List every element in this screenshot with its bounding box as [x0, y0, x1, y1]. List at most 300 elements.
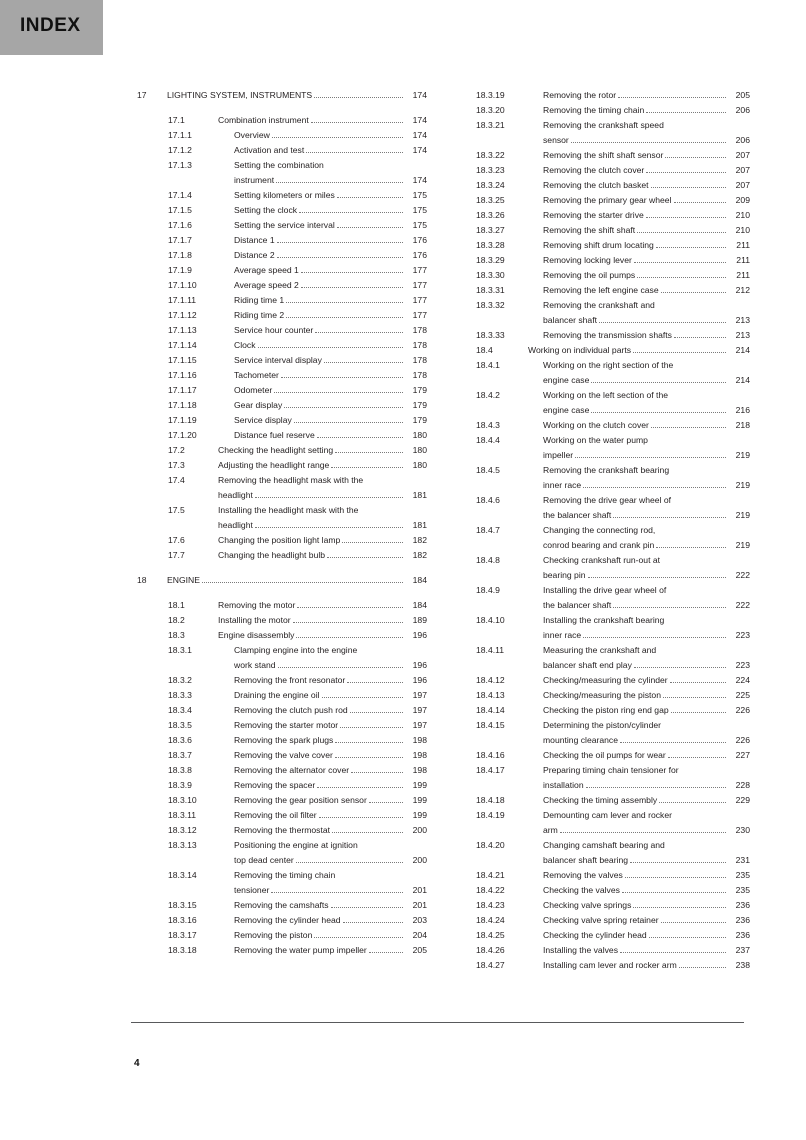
toc-entry-title: Removing the gear position sensor	[234, 795, 367, 805]
toc-entry-title: Removing the primary gear wheel	[543, 195, 672, 205]
toc-entry-number: 18.4.9	[476, 585, 500, 595]
toc-leader-dots	[679, 967, 726, 968]
toc-entry[interactable]	[468, 928, 750, 943]
toc-leader-dots	[351, 772, 403, 773]
toc-entry-title-wrap	[528, 958, 728, 973]
toc-leader-dots	[314, 97, 403, 98]
toc-entry-title-wrap	[218, 263, 405, 278]
toc-leader-dots	[317, 437, 403, 438]
toc-entry-title-wrap	[218, 218, 405, 233]
toc-entry[interactable]	[125, 293, 427, 308]
toc-entry-page-number: 197	[412, 720, 427, 730]
toc-entry[interactable]	[468, 523, 750, 538]
toc-entry[interactable]	[468, 703, 750, 718]
toc-entry-title-wrap	[528, 523, 728, 538]
toc-entry[interactable]	[125, 548, 427, 563]
toc-entry[interactable]	[125, 573, 427, 588]
toc-entry[interactable]	[468, 103, 750, 118]
toc-entry-number: 17.1.16	[168, 370, 197, 380]
toc-entry[interactable]	[125, 308, 427, 323]
toc-entry-title-wrap	[528, 508, 728, 523]
toc-entry-title: Activation and test	[234, 145, 305, 155]
toc-entry[interactable]	[468, 463, 750, 478]
toc-entry[interactable]	[468, 448, 750, 463]
toc-entry-title-wrap	[528, 718, 728, 733]
toc-entry[interactable]	[468, 148, 750, 163]
toc-entry-title-wrap	[528, 133, 728, 148]
toc-entry-page-number: 227	[735, 750, 750, 760]
toc-entry-number: 17.2	[168, 445, 185, 455]
toc-entry-title: Working on the left section of the	[543, 390, 668, 400]
toc-entry[interactable]	[468, 583, 750, 598]
toc-entry-title: Removing the clutch push rod	[234, 705, 348, 715]
toc-entry-title-wrap	[528, 463, 728, 478]
toc-entry-title: Adjusting the headlight range	[218, 460, 330, 470]
toc-entry[interactable]	[468, 808, 750, 823]
toc-entry-title-wrap	[218, 293, 405, 308]
toc-entry-title: Checking valve spring retainer	[543, 915, 659, 925]
toc-entry[interactable]	[125, 248, 427, 263]
toc-entry[interactable]	[468, 388, 750, 403]
toc-entry-title-wrap	[218, 883, 405, 898]
toc-entry-number: 18.3.7	[168, 750, 192, 760]
toc-entry[interactable]	[468, 133, 750, 148]
toc-leader-dots	[322, 697, 403, 698]
footer-page-number: 4	[134, 1058, 140, 1069]
toc-entry[interactable]	[125, 913, 427, 928]
toc-entry-title-wrap	[528, 598, 728, 613]
toc-leader-dots	[588, 577, 726, 578]
toc-leader-dots	[276, 182, 403, 183]
toc-entry-title: inner race	[543, 630, 582, 640]
toc-entry-page-number: 177	[412, 310, 427, 320]
toc-entry-title-wrap	[218, 793, 405, 808]
toc-entry-page-number: 224	[735, 675, 750, 685]
toc-leader-dots	[630, 862, 726, 863]
toc-entry-title-wrap	[528, 808, 728, 823]
toc-entry-number: 17.1.2	[168, 145, 192, 155]
toc-entry-title-wrap	[218, 718, 405, 733]
toc-entry-number: 18.3.4	[168, 705, 192, 715]
toc-entry[interactable]	[468, 673, 750, 688]
toc-entry[interactable]	[468, 913, 750, 928]
toc-entry[interactable]	[125, 203, 427, 218]
toc-entry[interactable]	[468, 658, 750, 673]
toc-entry[interactable]	[468, 688, 750, 703]
toc-entry[interactable]	[125, 443, 427, 458]
toc-entry-title: Removing the headlight mask with the	[218, 475, 364, 485]
toc-leader-dots	[258, 347, 404, 348]
toc-entry[interactable]	[468, 313, 750, 328]
toc-entry-title-wrap	[528, 763, 728, 778]
toc-entry[interactable]	[468, 598, 750, 613]
toc-entry[interactable]	[468, 88, 750, 103]
toc-entry[interactable]	[125, 233, 427, 248]
toc-entry-title: engine case	[543, 375, 590, 385]
toc-entry[interactable]	[468, 838, 750, 853]
toc-entry[interactable]	[468, 883, 750, 898]
toc-entry-title-wrap	[528, 943, 728, 958]
toc-entry[interactable]	[468, 328, 750, 343]
toc-entry-number: 18.4.3	[476, 420, 500, 430]
toc-entry[interactable]	[468, 118, 750, 133]
toc-entry[interactable]	[468, 868, 750, 883]
toc-entry-title-wrap	[218, 808, 405, 823]
toc-entry-title: Removing the piston	[234, 930, 313, 940]
toc-entry[interactable]	[468, 643, 750, 658]
toc-entry-number: 17.1.11	[168, 295, 197, 305]
toc-entry-title-wrap	[218, 308, 405, 323]
toc-entry-page-number: 226	[735, 735, 750, 745]
toc-leader-dots	[560, 832, 726, 833]
toc-entry[interactable]	[125, 518, 427, 533]
toc-leader-dots	[586, 787, 726, 788]
toc-entry[interactable]	[125, 398, 427, 413]
toc-leader-dots	[591, 382, 726, 383]
toc-entry-title: Changing camshaft bearing and	[543, 840, 665, 850]
toc-entry[interactable]	[125, 688, 427, 703]
toc-entry-title-wrap	[528, 823, 728, 838]
toc-entry[interactable]	[468, 298, 750, 313]
toc-entry-title: Removing the cylinder head	[234, 915, 341, 925]
toc-entry[interactable]	[125, 628, 427, 643]
toc-leader-dots	[255, 497, 403, 498]
toc-entry-title-wrap	[528, 673, 728, 688]
toc-entry-number: 18.3.5	[168, 720, 192, 730]
toc-entry-number: 18.3.12	[168, 825, 197, 835]
toc-entry-title: Removing the starter motor	[234, 720, 339, 730]
toc-entry-title-wrap	[528, 853, 728, 868]
toc-entry[interactable]	[468, 193, 750, 208]
toc-entry-number: 18.3.25	[476, 195, 505, 205]
toc-entry-number: 17.1.20	[168, 430, 197, 440]
toc-entry[interactable]	[125, 613, 427, 628]
toc-entry-title-wrap	[218, 488, 405, 503]
toc-entry[interactable]	[468, 163, 750, 178]
toc-entry[interactable]	[468, 538, 750, 553]
toc-entry[interactable]	[468, 763, 750, 778]
toc-entry-title: Removing the spacer	[234, 780, 316, 790]
toc-entry-page-number: 198	[412, 735, 427, 745]
toc-entry[interactable]	[125, 883, 427, 898]
toc-entry-number: 18.3.33	[476, 330, 505, 340]
toc-entry-page-number: 206	[735, 135, 750, 145]
toc-entry[interactable]	[468, 718, 750, 733]
toc-leader-dots	[331, 467, 403, 468]
toc-entry-page-number: 189	[412, 615, 427, 625]
toc-entry[interactable]	[125, 748, 427, 763]
toc-entry-page-number: 182	[412, 550, 427, 560]
toc-entry[interactable]	[125, 413, 427, 428]
toc-leader-dots	[646, 172, 726, 173]
toc-entry-title-wrap	[528, 538, 728, 553]
toc-entry[interactable]	[125, 368, 427, 383]
toc-entry-title: Removing locking lever	[543, 255, 632, 265]
toc-entry-title: Checking the valves	[543, 885, 620, 895]
toc-entry-title-wrap	[528, 223, 728, 238]
toc-entry-number: 18.3.19	[476, 90, 505, 100]
toc-entry-page-number: 214	[735, 375, 750, 385]
toc-entry[interactable]	[125, 128, 427, 143]
toc-entry-page-number: 181	[412, 490, 427, 500]
toc-entry[interactable]	[468, 748, 750, 763]
toc-leader-dots	[656, 547, 726, 548]
toc-entry[interactable]	[468, 208, 750, 223]
toc-entry-page-number: 178	[412, 325, 427, 335]
toc-leader-dots	[661, 292, 726, 293]
toc-entry-title: headlight	[218, 490, 253, 500]
toc-entry[interactable]	[125, 658, 427, 673]
toc-leader-dots	[575, 457, 726, 458]
toc-entry[interactable]	[125, 838, 427, 853]
toc-entry-number: 17.1.5	[168, 205, 192, 215]
toc-entry-page-number: 179	[412, 385, 427, 395]
toc-entry-title-wrap	[218, 203, 405, 218]
toc-entry[interactable]	[125, 158, 427, 173]
toc-entry-page-number: 205	[735, 90, 750, 100]
toc-entry-title: Average speed 1	[234, 265, 299, 275]
toc-entry-title: Checking/measuring the piston	[543, 690, 661, 700]
toc-leader-dots	[668, 757, 726, 758]
toc-entry-number: 18.3.31	[476, 285, 505, 295]
toc-entry[interactable]	[468, 898, 750, 913]
toc-entry-page-number: 178	[412, 355, 427, 365]
toc-entry-title-wrap	[218, 868, 405, 883]
toc-entry-number: 17.1.9	[168, 265, 192, 275]
toc-leader-dots	[646, 217, 726, 218]
toc-entry[interactable]	[468, 943, 750, 958]
toc-entry-title: instrument	[234, 175, 275, 185]
toc-entry[interactable]	[125, 793, 427, 808]
toc-leader-dots	[343, 922, 403, 923]
toc-entry-title-wrap	[218, 733, 405, 748]
toc-entry-title: Installing the crankshaft bearing	[543, 615, 665, 625]
toc-entry-page-number: 204	[412, 930, 427, 940]
toc-entry[interactable]	[125, 898, 427, 913]
toc-entry[interactable]	[125, 503, 427, 518]
toc-leader-dots	[311, 122, 403, 123]
toc-entry-page-number: 230	[735, 825, 750, 835]
toc-entry-title-wrap	[218, 928, 405, 943]
toc-entry[interactable]	[125, 763, 427, 778]
toc-entry[interactable]	[125, 188, 427, 203]
toc-entry-title-wrap	[218, 113, 405, 128]
toc-entry-title-wrap	[528, 568, 728, 583]
toc-entry-number: 18.4.10	[476, 615, 505, 625]
toc-entry[interactable]	[125, 778, 427, 793]
toc-entry-number: 18.4.12	[476, 675, 505, 685]
toc-entry[interactable]	[125, 673, 427, 688]
toc-entry-title-wrap	[528, 433, 728, 448]
toc-entry-number: 18.4.23	[476, 900, 505, 910]
toc-entry-title-wrap	[528, 778, 728, 793]
toc-entry-title: inner race	[543, 480, 582, 490]
toc-entry[interactable]	[125, 218, 427, 233]
toc-entry-page-number: 178	[412, 340, 427, 350]
toc-entry-number: 17.1.1	[168, 130, 192, 140]
toc-entry-page-number: 213	[735, 330, 750, 340]
toc-entry-title: work stand	[234, 660, 276, 670]
toc-entry[interactable]	[468, 343, 750, 358]
toc-entry[interactable]	[468, 358, 750, 373]
toc-entry[interactable]	[125, 473, 427, 488]
toc-entry[interactable]	[468, 283, 750, 298]
toc-entry-title-wrap	[528, 553, 728, 568]
toc-entry-title: Checking/measuring the cylinder	[543, 675, 668, 685]
toc-entry-title: Removing the crankshaft speed	[543, 120, 664, 130]
toc-entry-title: Positioning the engine at ignition	[234, 840, 358, 850]
toc-entry[interactable]	[125, 143, 427, 158]
toc-entry-title: arm	[543, 825, 558, 835]
toc-entry-page-number: 179	[412, 415, 427, 425]
toc-entry-title: Setting the combination	[234, 160, 324, 170]
toc-entry[interactable]	[125, 88, 427, 103]
toc-entry[interactable]	[468, 553, 750, 568]
toc-entry[interactable]	[125, 733, 427, 748]
toc-entry-number: 18.4.7	[476, 525, 500, 535]
toc-entry[interactable]	[468, 493, 750, 508]
toc-entry-page-number: 229	[735, 795, 750, 805]
toc-entry-page-number: 177	[412, 280, 427, 290]
toc-entry[interactable]	[125, 808, 427, 823]
toc-entry[interactable]	[468, 373, 750, 388]
toc-entry-page-number: 175	[412, 205, 427, 215]
toc-entry[interactable]	[125, 853, 427, 868]
toc-entry[interactable]	[468, 478, 750, 493]
toc-entry-title: Service interval display	[234, 355, 322, 365]
toc-entry-number: 18.3.16	[168, 915, 197, 925]
toc-entry-title-wrap	[218, 458, 405, 473]
toc-leader-dots	[583, 637, 726, 638]
toc-leader-dots	[286, 317, 403, 318]
toc-entry[interactable]	[468, 793, 750, 808]
toc-leader-dots	[301, 272, 403, 273]
toc-entry[interactable]	[468, 958, 750, 973]
toc-entry[interactable]	[468, 508, 750, 523]
toc-entry[interactable]	[125, 383, 427, 398]
toc-entry-title-wrap	[218, 188, 405, 203]
toc-entry-title-wrap	[528, 643, 728, 658]
toc-entry[interactable]	[468, 253, 750, 268]
toc-entry[interactable]	[468, 568, 750, 583]
toc-entry-page-number: 205	[412, 945, 427, 955]
toc-leader-dots	[342, 542, 403, 543]
toc-entry[interactable]	[468, 613, 750, 628]
toc-entry-page-number: 197	[412, 705, 427, 715]
toc-entry-title-wrap	[218, 763, 405, 778]
toc-entry[interactable]	[125, 428, 427, 443]
toc-entry-number: 17.1.17	[168, 385, 197, 395]
toc-entry[interactable]	[125, 533, 427, 548]
toc-leader-dots	[618, 97, 726, 98]
toc-leader-dots	[622, 892, 726, 893]
toc-entry[interactable]	[125, 263, 427, 278]
toc-entry-page-number: 201	[412, 885, 427, 895]
toc-entry-title: conrod bearing and crank pin	[543, 540, 655, 550]
toc-leader-dots	[271, 892, 403, 893]
toc-entry[interactable]	[125, 643, 427, 658]
toc-entry[interactable]	[468, 403, 750, 418]
toc-entry[interactable]	[468, 433, 750, 448]
toc-entry[interactable]	[468, 418, 750, 433]
toc-entry-title-wrap	[528, 913, 728, 928]
toc-entry[interactable]	[125, 868, 427, 883]
toc-entry-number: 18.3.11	[168, 810, 197, 820]
toc-entry-number: 18.3.10	[168, 795, 197, 805]
toc-entry-number: 18.4.4	[476, 435, 500, 445]
toc-entry-title-wrap	[528, 268, 728, 283]
toc-entry-page-number: 216	[735, 405, 750, 415]
toc-entry[interactable]	[125, 173, 427, 188]
toc-entry-title: Removing the water pump impeller	[234, 945, 367, 955]
toc-leader-dots	[613, 607, 726, 608]
toc-entry-page-number: 176	[412, 250, 427, 260]
toc-entry-title: Tachometer	[234, 370, 279, 380]
toc-entry-number: 18.3.22	[476, 150, 505, 160]
toc-entry[interactable]	[125, 703, 427, 718]
toc-entry-title-wrap	[528, 793, 728, 808]
toc-entry[interactable]	[125, 278, 427, 293]
toc-entry[interactable]	[468, 733, 750, 748]
toc-entry[interactable]	[125, 598, 427, 613]
toc-entry[interactable]	[125, 718, 427, 733]
toc-leader-dots	[347, 682, 403, 683]
toc-entry-title: Checking the cylinder head	[543, 930, 647, 940]
toc-leader-dots	[296, 637, 403, 638]
toc-entry[interactable]	[468, 238, 750, 253]
toc-entry-number: 17.3	[168, 460, 185, 470]
toc-entry-title-wrap	[218, 368, 405, 383]
toc-entry-page-number: 207	[735, 180, 750, 190]
toc-entry[interactable]	[468, 628, 750, 643]
toc-entry-title: Removing the drive gear wheel of	[543, 495, 672, 505]
toc-entry[interactable]	[125, 353, 427, 368]
toc-entry[interactable]	[468, 223, 750, 238]
toc-entry-number: 18.4.13	[476, 690, 505, 700]
toc-entry-title: Riding time 1	[234, 295, 285, 305]
toc-entry[interactable]	[125, 113, 427, 128]
toc-entry[interactable]	[125, 943, 427, 958]
toc-leader-dots	[337, 197, 403, 198]
toc-entry-title: Measuring the crankshaft and	[543, 645, 657, 655]
toc-entry-title: bearing pin	[543, 570, 586, 580]
toc-entry[interactable]	[468, 178, 750, 193]
toc-entry[interactable]	[468, 778, 750, 793]
toc-entry-title: Removing the transmission shafts	[543, 330, 672, 340]
toc-entry[interactable]	[468, 853, 750, 868]
toc-entry-page-number: 180	[412, 430, 427, 440]
toc-entry-title-wrap	[218, 838, 405, 853]
toc-entry-title-wrap	[218, 143, 405, 158]
toc-entry-page-number: 178	[412, 370, 427, 380]
toc-entry-number: 18.3.8	[168, 765, 192, 775]
toc-entry[interactable]	[125, 823, 427, 838]
toc-entry[interactable]	[125, 338, 427, 353]
toc-entry-number: 18.3.14	[168, 870, 197, 880]
toc-entry-number: 17.5	[168, 505, 185, 515]
toc-leader-dots	[571, 142, 726, 143]
toc-entry[interactable]	[125, 488, 427, 503]
toc-entry[interactable]	[125, 458, 427, 473]
toc-entry-page-number: 235	[735, 870, 750, 880]
toc-entry-title: Riding time 2	[234, 310, 285, 320]
toc-entry[interactable]	[125, 323, 427, 338]
toc-entry-title: Removing the clutch cover	[543, 165, 645, 175]
toc-entry[interactable]	[468, 268, 750, 283]
toc-entry[interactable]	[468, 823, 750, 838]
toc-entry[interactable]	[125, 928, 427, 943]
toc-entry-title: Changing the position light lamp	[218, 535, 341, 545]
